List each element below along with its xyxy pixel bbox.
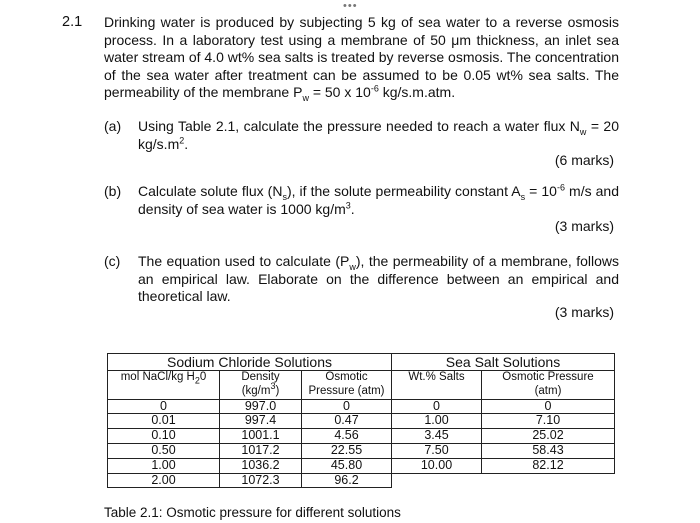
more-options-icon[interactable]: ••• (343, 0, 358, 12)
col-header-molality: mol NaCl/kg $H_20$ (108, 371, 220, 400)
table-cell: 4.56 (302, 429, 392, 444)
osmotic-pressure-table (107, 353, 615, 488)
table-row (108, 458, 615, 473)
part-a-marks: (6 marks) (554, 152, 614, 168)
table-cell: 0 (302, 399, 392, 414)
table-cell: 0 (392, 399, 482, 414)
table-cell: 997.0 (220, 399, 302, 414)
table-cell: 25.02 (482, 429, 615, 444)
table-column-header-row (108, 371, 615, 400)
table-cell: 82.12 (482, 458, 615, 473)
question-intro: Drinking water is produced by subjecting 5 kg of sea water to a reverse osmosis process. In a laboratory test using a membrane of 50 μm thickness, an inlet sea water stream of 4.0 wt% sea salts is treated by reverse osmosis. The concentration of the sea water after treatment can be assumed to be 0.05 wt% sea salts. The permeability of the membrane $P_w = 50$ x $10^{-6}$ kg/s.m.atm. (104, 14, 619, 104)
table-cell: 58.43 (482, 443, 615, 458)
table-cell: 1.00 (392, 414, 482, 429)
group-header-sea-salt: Sea Salt Solutions (392, 354, 615, 371)
table-cell: 0.50 (108, 443, 220, 458)
table-cell: 1017.2 (220, 443, 302, 458)
table-cell: 96.2 (302, 473, 392, 488)
table-cell: 1072.3 (220, 473, 302, 488)
table-cell: 0 (108, 399, 220, 414)
table-cell: 1001.1 (220, 429, 302, 444)
table-cell: 0.01 (108, 414, 220, 429)
table-cell (392, 473, 482, 488)
part-text: The equation used to calculate $(P_w)$, the permeability of a membrane, follows an empirical law. Elaborate on the difference between an empirical and theoretical law. (138, 253, 620, 305)
table-cell: 3.45 (392, 429, 482, 444)
col-header-wt-salts: Wt.% Salts (392, 371, 482, 400)
part-label: (b) (104, 183, 122, 199)
col-header-osmotic-pressure-nacl: Osmotic Pressure (atm) (302, 371, 392, 400)
group-header-nacl: Sodium Chloride Solutions (108, 354, 392, 371)
table-cell: 22.55 (302, 443, 392, 458)
table-cell: 997.4 (220, 414, 302, 429)
part-b (104, 183, 619, 218)
col-header-density: Density $(kg/m^3)$ (220, 371, 302, 400)
table-cell: 0.10 (108, 429, 220, 444)
part-text: Calculate solute flux $(N_s)$, if the solute permeability constant $A_s = 10^{-6}$ m/s and density of sea water is 1000 $kg/m^3$. (138, 182, 619, 217)
part-a (104, 118, 619, 153)
table-row (108, 473, 615, 488)
table-cell: 1036.2 (220, 458, 302, 473)
part-label: (a) (104, 118, 122, 134)
table-row (108, 443, 615, 458)
table-cell: 7.50 (392, 443, 482, 458)
col-header-osmotic-pressure-sea: Osmotic Pressure (atm) (482, 371, 615, 400)
table-cell: 0.47 (302, 414, 392, 429)
table-caption: Table 2.1: Osmotic pressure for different solutions (104, 505, 401, 520)
part-c-marks: (3 marks) (554, 304, 614, 320)
table-row (108, 399, 615, 414)
table-cell: 1.00 (108, 458, 220, 473)
question-number: 2.1 (62, 14, 83, 30)
table-row (108, 414, 615, 429)
table-cell: 10.00 (392, 458, 482, 473)
table-row (108, 429, 615, 444)
part-text: Using Table 2.1, calculate the pressure needed to reach a water flux $N_w = 20$ $kg/s.m^2$. (138, 118, 619, 152)
part-label: (c) (104, 253, 121, 269)
part-b-marks: (3 marks) (554, 218, 614, 234)
table-cell: 2.00 (108, 473, 220, 488)
table-cell: 0 (482, 399, 615, 414)
table-cell: 7.10 (482, 414, 615, 429)
table-cell: 45.80 (302, 458, 392, 473)
table-group-header-row (108, 354, 615, 371)
table-cell (482, 473, 615, 488)
part-c (104, 253, 619, 306)
